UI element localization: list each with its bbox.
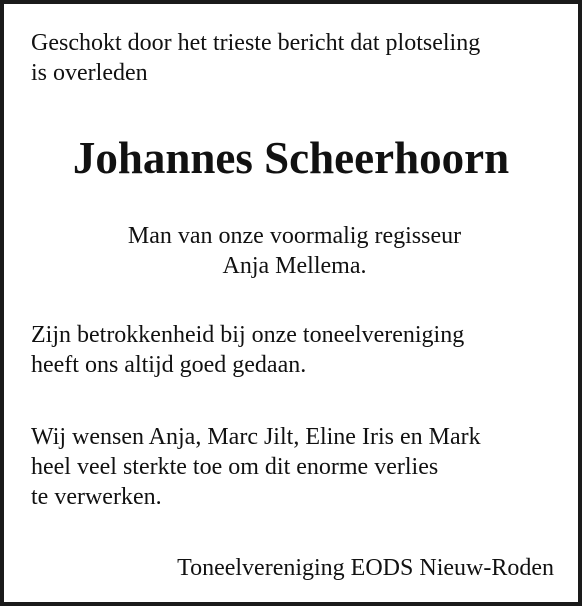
paragraph-line: heel veel sterkte toe om dit enorme verlies [31, 454, 439, 480]
paragraph-line: Wij wensen Anja, Marc Jilt, Eline Iris en Mark [31, 424, 481, 450]
paragraph-condolence [31, 422, 558, 512]
paragraph-line: heeft ons altijd goed gedaan. [31, 352, 307, 378]
deceased-name: Johannes Scheerhoorn [72, 133, 510, 183]
signature: Toneelvereniging EODS Nieuw-Roden [177, 555, 554, 581]
paragraph-involvement [31, 320, 558, 380]
paragraph-line: te verwerken. [31, 484, 162, 510]
relation-line: Anja Mellema. [222, 253, 367, 279]
relation-line: Man van onze voormalig regisseur [127, 223, 462, 249]
relation-text [31, 221, 558, 281]
paragraph-line: Zijn betrokkenheid bij onze toneelvereniging [31, 322, 465, 348]
intro-text [31, 28, 558, 88]
intro-line: is overleden [31, 60, 148, 86]
intro-line: Geschokt door het trieste bericht dat plotseling [31, 30, 481, 56]
